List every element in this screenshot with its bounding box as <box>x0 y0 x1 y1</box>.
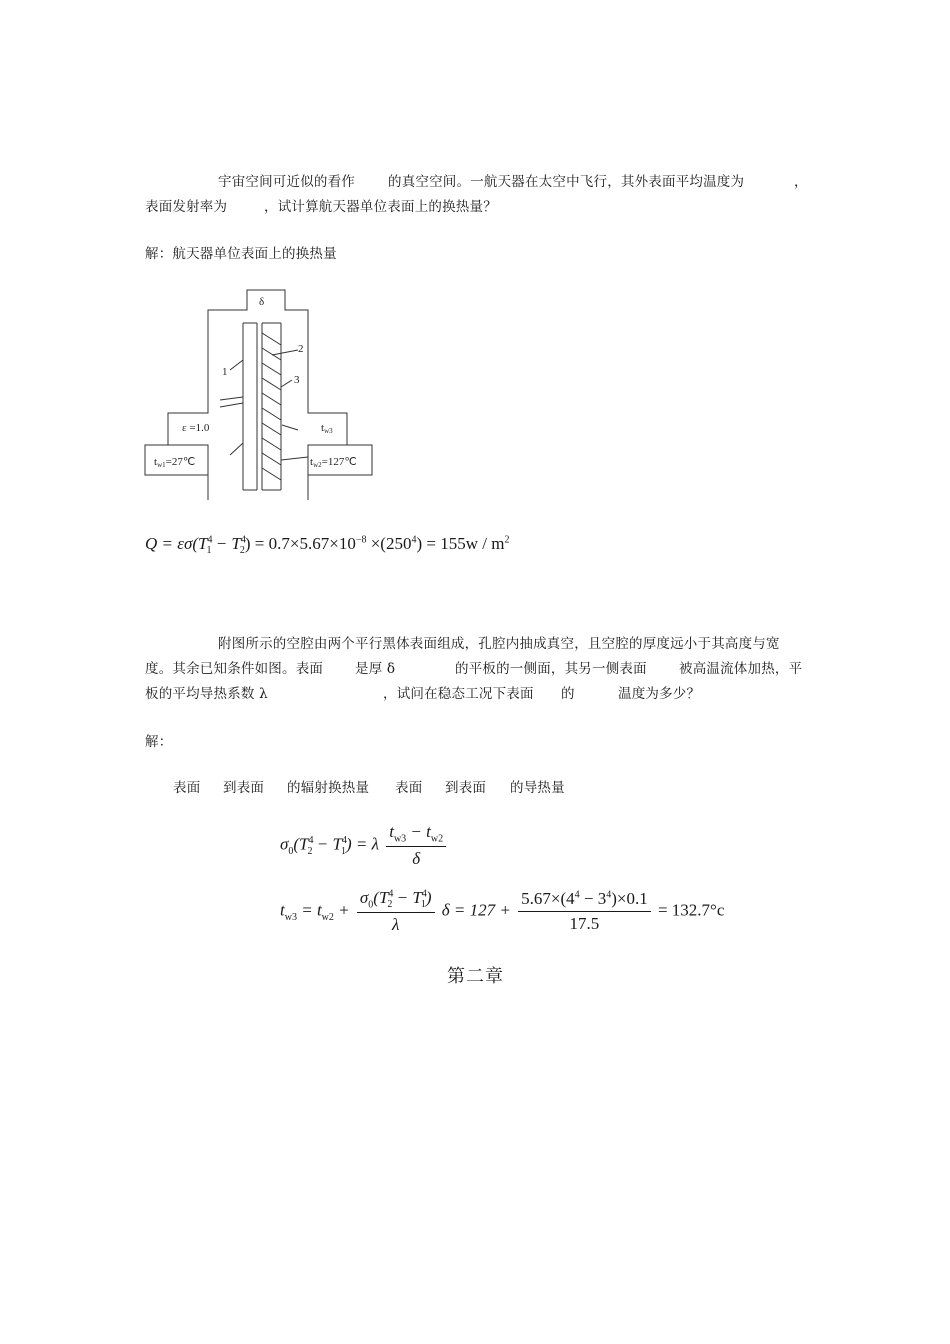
fraction-numeric: $\frac{5.67\times(4^4 - 3^4)\times 0.1}{17.5}$ <box>518 889 651 934</box>
problem2-line1: 附图所示的空腔由两个平行黑体表面组成，孔腔内抽成真空，且空腔的厚度远小于其高度与宽 <box>218 636 780 652</box>
figure-outline-left <box>145 290 372 475</box>
problem2-line3-c: 的 <box>561 686 575 702</box>
explain-f: 的导热量 <box>510 780 565 796</box>
figure-emissivity: ε =1.0 <box>182 422 210 434</box>
problem1-line1-a: 宇宙空间可近似的看作 <box>218 174 355 190</box>
problem2-line2-a: 度。其余已知条件如图。表面 <box>145 661 324 677</box>
fraction-radiation: $\frac{\sigma_0(T^4_2 - T^4_1)}{\lambda}$ <box>357 888 435 935</box>
problem1-solution: 解：航天器单位表面上的换热量 <box>145 246 337 262</box>
formula-balance: $\sigma_0(T^4_2 - T^4_1) = \lambda$ $\frac{t_{w3} - t_{w2}}{\delta}$ <box>280 822 449 869</box>
figure-label-3: 3 <box>294 374 300 386</box>
wall-figure <box>140 285 385 505</box>
figure-tw2: tw2=127℃ <box>310 456 357 469</box>
figure-tw3: tw3 <box>321 422 333 435</box>
explain-e: 到表面 <box>445 780 487 796</box>
problem2-line2 <box>0 657 950 677</box>
explain-b: 到表面 <box>223 780 265 796</box>
problem2-line3-d: 温度为多少？ <box>618 686 701 702</box>
problem1-line2-b: ，试计算航天器单位表面上的换热量？ <box>264 199 497 215</box>
hatch-lines <box>262 333 281 480</box>
problem1-line2 <box>0 195 950 215</box>
figure-tw1: tw1=27℃ <box>154 456 196 469</box>
chapter-heading: 第二章 <box>447 966 504 987</box>
fraction-conduction: $\frac{t_{w3} - t_{w2}}{\delta}$ <box>386 822 446 869</box>
explain-d: 表面 <box>395 780 423 796</box>
formula-heat-flux: $Q = \varepsilon\sigma(T^4_1 - T^4_2) = 0.7\times 5.67\times 10^{-8} \times(250^4) = 155w / m^2$ <box>145 534 510 557</box>
formula-tw3-result: $t_{w3} = t_{w2}$ + $\frac{\sigma_0(T^4_2 - T^4_1)}{\lambda}$ δ = 127 + $\frac{5.67\times(4^4 - 3^4)\times 0.1}{17.5}$ = 132.7°c <box>280 888 725 935</box>
problem2-line2-d: 被高温流体加热，平 <box>679 661 803 677</box>
problem2-explain <box>0 776 950 796</box>
problem2-line2-b: 是厚 δ <box>355 661 396 677</box>
problem1-line2-a: 表面发射率为 <box>145 199 228 215</box>
explain-c: 的辐射换热量 <box>287 780 370 796</box>
figure-label-1: 1 <box>222 366 228 378</box>
problem1-line1 <box>0 170 950 190</box>
figure-delta: δ <box>259 296 265 308</box>
explain-a: 表面 <box>173 780 201 796</box>
problem2-line2-c: 的平板的一侧面，其另一侧表面 <box>455 661 647 677</box>
problem2-line3 <box>0 682 950 702</box>
problem2-solution: 解： <box>145 734 173 750</box>
figure-label-2: 2 <box>298 343 304 355</box>
problem2-line3-b: ，试问在稳态工况下表面 <box>383 686 534 702</box>
problem1-line1-c: ， <box>794 174 808 190</box>
problem2-line3-a: 板的平均导热系数 λ <box>145 686 268 702</box>
problem1-line1-b: 的真空空间。一航天器在太空中飞行，其外表面平均温度为 <box>388 174 745 190</box>
